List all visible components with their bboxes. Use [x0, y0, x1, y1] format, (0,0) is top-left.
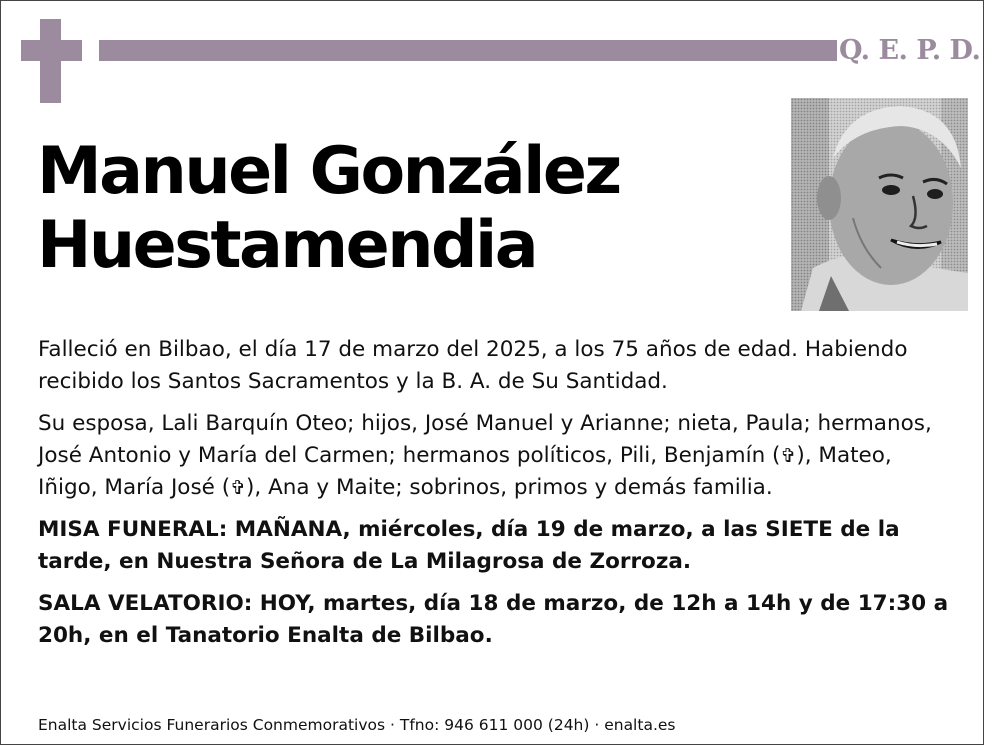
cross-icon	[40, 19, 61, 103]
deceased-name-line1: Manuel González	[37, 134, 620, 209]
obituary-body	[38, 334, 958, 662]
header-rule	[99, 40, 837, 61]
funeral-mass-notice: MISA FUNERAL: MAÑANA, miércoles, día 19 de marzo, a las SIETE de la tarde, en Nuestra Señora de La Milagrosa de Zorroza.	[38, 517, 900, 574]
deceased-cross-icon: ✞	[230, 477, 247, 499]
cross-icon-bar	[21, 40, 82, 61]
family-list: Su esposa, Lali Barquín Oteo; hijos, José Manuel y Arianne; nieta, Paula; hermanos, José Antonio y María del Carmen; hermanos políticos, Pili, Benjamín (✞), Mateo, Iñigo, María José (✞), Ana y Maite; sobrinos, primos y demás familia.	[38, 408, 958, 504]
death-notice: Falleció en Bilbao, el día 17 de marzo del 2025, a los 75 años de edad. Habiendo recibido los Santos Sacramentos y la B. A. de Su Santidad.	[38, 337, 908, 394]
wake-notice: SALA VELATORIO: HOY, martes, día 18 de marzo, de 12h a 14h y de 17:30 a 20h, en el Tanatorio Enalta de Bilbao.	[38, 591, 949, 648]
qepd-label: Q. E. P. D.	[839, 35, 981, 66]
funeral-home-footer: Enalta Servicios Funerarios Conmemorativos · Tfno: 946 611 000 (24h) · enalta.es	[38, 716, 676, 734]
deceased-cross-icon: ✞	[780, 445, 797, 467]
deceased-photo	[791, 98, 968, 311]
deceased-name-line2: Huestamendia	[37, 208, 537, 283]
deceased-name	[37, 135, 777, 283]
